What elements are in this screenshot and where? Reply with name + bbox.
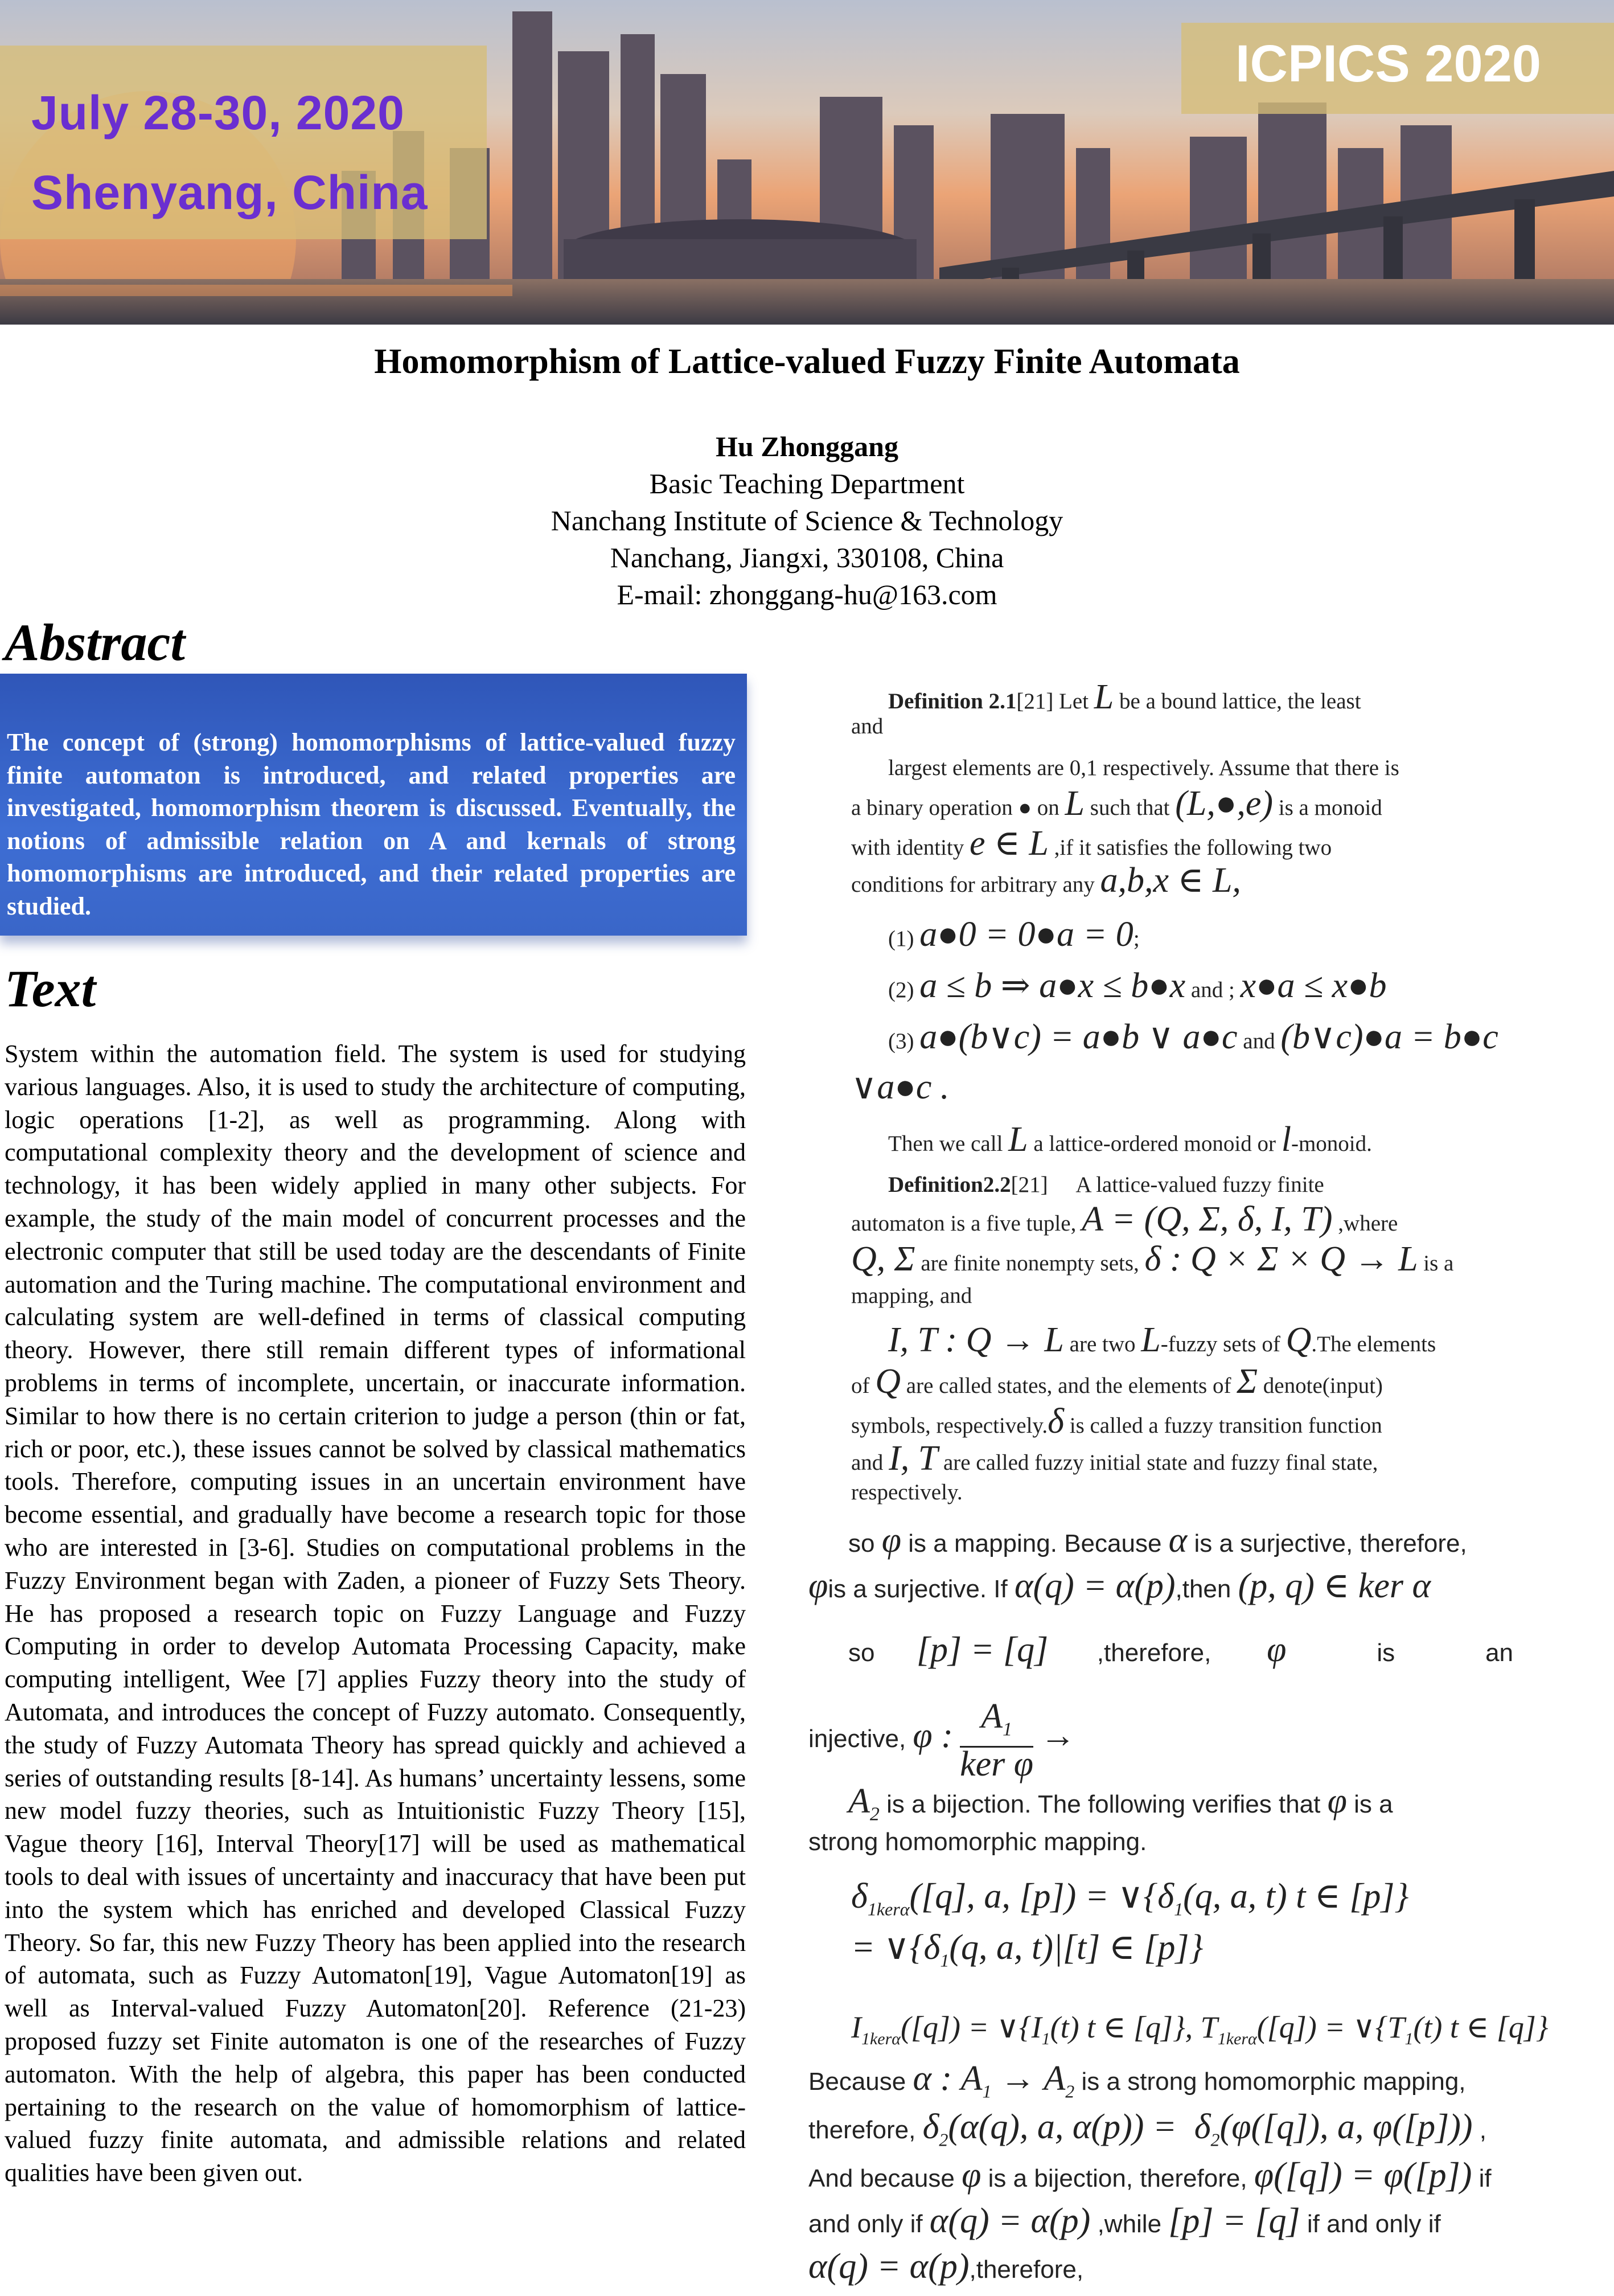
condition-2 — [888, 968, 1387, 1008]
proof-text: ,then — [1175, 1575, 1231, 1603]
author-name: Hu Zhonggang — [716, 430, 898, 462]
math-f3f: (t) t ∈ [q]} — [1413, 2010, 1549, 2044]
math-Sigma: Σ — [1237, 1362, 1258, 1401]
proof-text: is a — [1354, 1790, 1393, 1818]
math-L: L — [1094, 678, 1114, 716]
math-amap-sub1: 1 — [982, 2081, 992, 2102]
paper-title: Homomorphism of Lattice-valued Fuzzy Finite Automata — [374, 342, 1240, 381]
math-f1-sub2: 1 — [1174, 1899, 1184, 1920]
math-c3a: a●(b∨c) = a●b ∨ a●c — [919, 1018, 1238, 1056]
math-delta2-args: (α(q), a, α(p)) = — [948, 2108, 1177, 2146]
math-f3b: ([q]) = ∨{I — [901, 2010, 1042, 2044]
math-alpha-eq: α(q) = α(p) — [929, 2201, 1091, 2240]
math-delta2-sub: 2 — [1210, 2129, 1220, 2150]
def1-ref: [21] — [1016, 689, 1054, 714]
proof-text: is a mapping. Because — [908, 1530, 1162, 1557]
math-alpha-eq: α(q) = α(p) — [1014, 1567, 1176, 1605]
def1-text: conditions for arbitrary any — [851, 872, 1095, 897]
math-phi: φ — [808, 1567, 828, 1605]
math-automaton: A = (Q, Σ, δ, I, T) — [1082, 1200, 1333, 1239]
math-A2-sub: 2 — [869, 1803, 880, 1825]
math-QS: Q, Σ — [851, 1240, 915, 1278]
math-f3e: ([q]) = ∨{T — [1256, 2010, 1405, 2044]
proof-because-5 — [808, 2246, 1083, 2290]
math-f1-delta: δ — [851, 1877, 868, 1916]
def1-line-6 — [851, 863, 1241, 903]
condition-3 — [888, 1019, 1498, 1059]
def1-line-5 — [851, 826, 1332, 866]
math-c3c: ∨a●c . — [851, 1068, 950, 1106]
math-f2: = ∨{δ — [851, 1928, 941, 1967]
conference-location: Shenyang, China — [31, 166, 428, 219]
math-delta: δ : Q × Σ × Q → L — [1144, 1240, 1418, 1278]
def2-text: of — [851, 1374, 870, 1398]
math-dot: ● — [1018, 796, 1032, 820]
def2-label: Definition2.2 — [888, 1172, 1011, 1197]
math-A1-sub: 1 — [1003, 1719, 1013, 1740]
proof-text: is a surjective, therefore, — [1194, 1530, 1467, 1557]
proof-text: is a bijection, therefore, — [988, 2164, 1247, 2192]
math-f3a: I — [851, 2010, 861, 2044]
author-institute: Nanchang Institute of Science & Technology — [551, 505, 1063, 536]
proof-text: and only if — [808, 2210, 923, 2238]
math-f2-rest: (q, a, t)|[t] ∈ [p]} — [949, 1928, 1204, 1967]
math-phi: φ — [962, 2156, 981, 2195]
def2-text: are finite nonempty sets, — [921, 1251, 1139, 1276]
def1-line-1 — [888, 679, 1361, 719]
text: -monoid. — [1291, 1131, 1372, 1156]
math-phi: φ — [1327, 1782, 1347, 1821]
proof-text: so — [848, 1639, 875, 1667]
def1-line-2: and — [851, 714, 884, 739]
def2-ref: [21] — [1011, 1172, 1048, 1197]
def1-line-4 — [851, 786, 1382, 826]
author-email: E-mail: zhonggang-hu@163.com — [617, 579, 997, 610]
proof-text: is a bijection. The following verifies that — [886, 1790, 1321, 1818]
math-ker-phi: ker φ — [960, 1745, 1034, 1784]
proof-text: ,therefore, — [969, 2256, 1084, 2283]
math-delta2-sub: 2 — [939, 2129, 948, 2150]
math-Q: Q — [1286, 1321, 1312, 1359]
text: Then we call — [888, 1131, 1003, 1156]
math-c1-sep: ; — [1133, 926, 1140, 951]
arrow-icon: → — [1040, 1715, 1076, 1755]
formula-1 — [851, 1876, 1408, 1929]
math-phi-map: φ : — [913, 1716, 953, 1755]
math-alpha-map: α : A — [913, 2059, 983, 2098]
def2-text: A lattice-valued fuzzy finite — [1075, 1172, 1324, 1197]
math-identity: e ∈ L — [970, 824, 1049, 863]
proof-text: if — [1479, 2164, 1492, 2192]
cond-label: (1) — [888, 926, 914, 951]
math-c3b: (b∨c)●a = b●c — [1280, 1018, 1498, 1056]
def2-text: .The elements — [1311, 1332, 1436, 1356]
proof-line-2 — [808, 1566, 1431, 1609]
def2-line-2 — [851, 1202, 1398, 1241]
proof-because-1 — [808, 2059, 1466, 2111]
text-heading: Text — [5, 960, 96, 1018]
proof-text: if and only if — [1307, 2210, 1441, 2238]
math-phi-eq: φ([q]) = φ([p]) — [1254, 2156, 1472, 2195]
author-department: Basic Teaching Department — [649, 468, 965, 499]
math-alpha: α — [1168, 1521, 1188, 1560]
math-A2 — [848, 1782, 880, 1825]
def2-text: is called a fuzzy transition function — [1069, 1413, 1382, 1438]
condition-1 — [888, 917, 1140, 957]
math-phi: φ — [881, 1521, 902, 1560]
math-f1-sub: 1kerα — [867, 1899, 910, 1920]
math-phi: φ — [1267, 1630, 1287, 1669]
proof-text: And because — [808, 2164, 955, 2192]
math-f3b-sub: 1 — [1041, 2029, 1050, 2048]
cond-label: (3) — [888, 1029, 914, 1053]
math-A2-letter: A — [848, 1782, 870, 1821]
proof-text: is — [1377, 1639, 1395, 1667]
math-L: L — [1008, 1120, 1028, 1159]
def2-line-1 — [888, 1167, 1324, 1203]
proof-text: Because — [808, 2068, 906, 2096]
proof-line-1 — [848, 1520, 1467, 1564]
math-class-eq: [p] = [q] — [1168, 2201, 1300, 2240]
math-l: l — [1281, 1120, 1291, 1159]
math-c2b: x●a ≤ x●b — [1240, 966, 1387, 1005]
math-class-eq: [p] = [q] — [916, 1630, 1049, 1669]
def2-line-9: respectively. — [851, 1480, 963, 1504]
proof-line-6: strong homomorphic mapping. — [808, 1828, 1147, 1856]
math-alpha-eq: α(q) = α(p) — [808, 2247, 970, 2286]
cond-label: (2) — [888, 978, 914, 1002]
abstract-heading: Abstract — [5, 613, 185, 671]
math-amap-sub2: 2 — [1065, 2081, 1075, 2102]
math-f3d-sub: 1kerα — [1217, 2029, 1257, 2048]
math-alpha-map2: → A — [1000, 2059, 1066, 2098]
def2-line-5 — [888, 1322, 1436, 1362]
math-quotient — [960, 1697, 1034, 1784]
def2-text: ,where — [1338, 1211, 1398, 1236]
def2-text: and — [851, 1450, 884, 1475]
body-text: System within the automation field. The system is used for studying various languages. Also, it is used to study the architecture of computing, logic operations [1-2], as well as programming. Along with computational complexity theory and the development of science and technology, it has been widely applied in many other subjects. For example, the study of the main model of concurrent processes and the electronic computer that still be used today are the descendants of Finite automation and the Turing machine. The computational environment and calculating system are well-defined in terms of classical computing theory. However, there still remain different types of informational problems in terms of incomplete, uncertain, or inaccurate information. Similar to how there is no certain criterion to judge a person (thin or fat, rich or poor, etc.), these issues cannot be solved by classical mathematics tools. Therefore, computing issues in an uncertain environment have become essential, and gradually have become a research topic for those who are interested in [3-6]. Studies on computational problems in the Fuzzy Environment began with Zaden, a pioneer of Fuzzy Sets Theory. He has proposed a research topic on Fuzzy Language and Fuzzy Computing in order to develop Automata Processing Capacity, make computing intelligent, Wee [7] applies Fuzzy theory into the study of Automata, and introduces the concept of Fuzzy automato. Consequently, the study of Fuzzy Automata Theory has spread quickly and achieved a series of outstanding results [8-14]. As humans’ uncertainty lessens, some new model fuzzy theories, such as Intuitionistic Fuzzy Theory [15], Vague theory [16], Interval Theory[17] will be used as mathematical tools to deal with issues of uncertainty and inaccuracy that have been put into the system which has enriched and developed Classical Fuzzy Theory. So far, this new Fuzzy Theory has been applied into the research of automata, such as Fuzzy Automaton[19], Vague Automaton[19] as well as Interval-valued Fuzzy Automaton[20]. Reference (21-23) proposed fuzzy set Finite automaton is one of the researches of Fuzzy automaton. With the help of algebra, this paper has been conducted pertaining to the research on the value of homomorphism of lattice-valued fuzzy finite automata, and admissible relations and related qualities have been given out. — [5, 1040, 746, 2187]
def2-line-3 — [851, 1241, 1453, 1281]
def2-text: are two — [1069, 1332, 1136, 1356]
proof-because-3 — [808, 2155, 1492, 2199]
proof-text: so — [848, 1530, 875, 1557]
math-delta: δ — [1048, 1402, 1064, 1441]
math-IT2: I, T — [889, 1439, 938, 1478]
def2-text: -fuzzy sets of — [1160, 1332, 1280, 1356]
conference-date: July 28-30, 2020 — [31, 86, 405, 140]
def2-line-6 — [851, 1364, 1383, 1404]
math-f3c: (t) t ∈ [q]}, — [1050, 2010, 1193, 2044]
math-A1: A — [981, 1697, 1003, 1736]
math-delta2: δ — [922, 2108, 939, 2146]
math-f1-rest: ([q], a, [p]) = ∨{δ — [909, 1877, 1174, 1916]
def2-text: automaton is a five tuple, — [851, 1211, 1077, 1236]
formula-3 — [851, 2007, 1548, 2059]
cond-text: and — [1243, 1029, 1275, 1053]
proof-text: injective, — [808, 1724, 906, 1753]
cond-text: and ; — [1190, 978, 1235, 1002]
math-c2a: a ≤ b ⇒ a●x ≤ b●x — [919, 966, 1186, 1005]
proof-text: an — [1485, 1639, 1514, 1667]
def1-text: ,if it satisfies the following two — [1054, 835, 1332, 860]
math-f3a-sub: 1kerα — [861, 2029, 901, 2048]
condition-3-cont — [851, 1069, 949, 1109]
def1-text: Let — [1059, 689, 1089, 714]
def1-text: be a bound lattice, the least — [1119, 689, 1361, 714]
author-address: Nanchang, Jiangxi, 330108, China — [610, 542, 1004, 573]
proof-text: , — [1479, 2116, 1487, 2144]
proof-text: ,while — [1097, 2210, 1162, 2238]
def2-text: are called states, and the elements of — [906, 1374, 1231, 1398]
conference-name: ICPICS 2020 — [1235, 35, 1541, 93]
def1-text: a binary operation — [851, 796, 1013, 820]
proof-because-4 — [808, 2201, 1441, 2244]
math-Q: Q — [875, 1362, 901, 1401]
proof-text: ,therefore, — [1096, 1639, 1211, 1667]
def2-text: is a — [1423, 1251, 1454, 1276]
abstract-text: The concept of (strong) homomorphisms of lattice-valued fuzzy finite automaton is introduced, and related properties are investigated, homomorphism theorem is discussed. Eventually, the notions of admissible relation on A and kernals of strong homomorphisms are introduced, and their related properties are studied. — [7, 728, 736, 920]
math-f1-rest2: (q, a, t) t ∈ [p]} — [1183, 1877, 1409, 1916]
math-c1: a●0 = 0●a = 0 — [919, 915, 1134, 954]
math-L: L — [1065, 784, 1085, 823]
math-delta2: δ — [1194, 2108, 1211, 2146]
proof-line-4 — [808, 1697, 1076, 1784]
def1-text: such that — [1090, 796, 1170, 820]
math-L: L — [1141, 1321, 1161, 1359]
def1-label: Definition 2.1 — [888, 689, 1017, 714]
math-f3d: T — [1200, 2010, 1218, 2044]
def2-line-4: mapping, and — [851, 1284, 972, 1308]
proof-text: is a surjective. If — [828, 1575, 1008, 1603]
math-f3e-sub: 1 — [1404, 2029, 1414, 2048]
text: a lattice-ordered monoid or — [1033, 1131, 1276, 1156]
math-kernel: (p, q) ∈ ker α — [1238, 1567, 1431, 1605]
proof-text: therefore, — [808, 2116, 916, 2144]
def1-text: is a monoid — [1278, 796, 1382, 820]
def2-line-7 — [851, 1404, 1382, 1444]
def2-text: are called fuzzy initial state and fuzzy final state, — [943, 1450, 1378, 1475]
proof-text: is a strong homomorphic mapping, — [1081, 2068, 1466, 2096]
formula-2 — [851, 1928, 1203, 1980]
def2-text: symbols, respectively. — [851, 1413, 1048, 1438]
def1-line-3: largest elements are 0,1 respectively. Assume that there is — [888, 756, 1399, 780]
lmonoid-line — [888, 1122, 1372, 1162]
author-block — [0, 428, 1614, 613]
conference-banner — [0, 0, 1614, 325]
def2-text: denote(input) — [1263, 1374, 1383, 1398]
math-f2-sub: 1 — [940, 1950, 950, 1971]
math-delta2-args2: (φ([q]), a, φ([p])) — [1219, 2108, 1473, 2146]
def1-text: with identity — [851, 835, 964, 860]
proof-line-3 — [848, 1630, 1513, 1673]
math-IT: I, T : Q → L — [888, 1321, 1064, 1359]
math-abx: a,b,x ∈ L, — [1100, 861, 1241, 900]
math-monoid: (L,●,e) — [1175, 784, 1273, 823]
proof-because-2 — [808, 2107, 1486, 2159]
def1-text: on — [1037, 796, 1059, 820]
